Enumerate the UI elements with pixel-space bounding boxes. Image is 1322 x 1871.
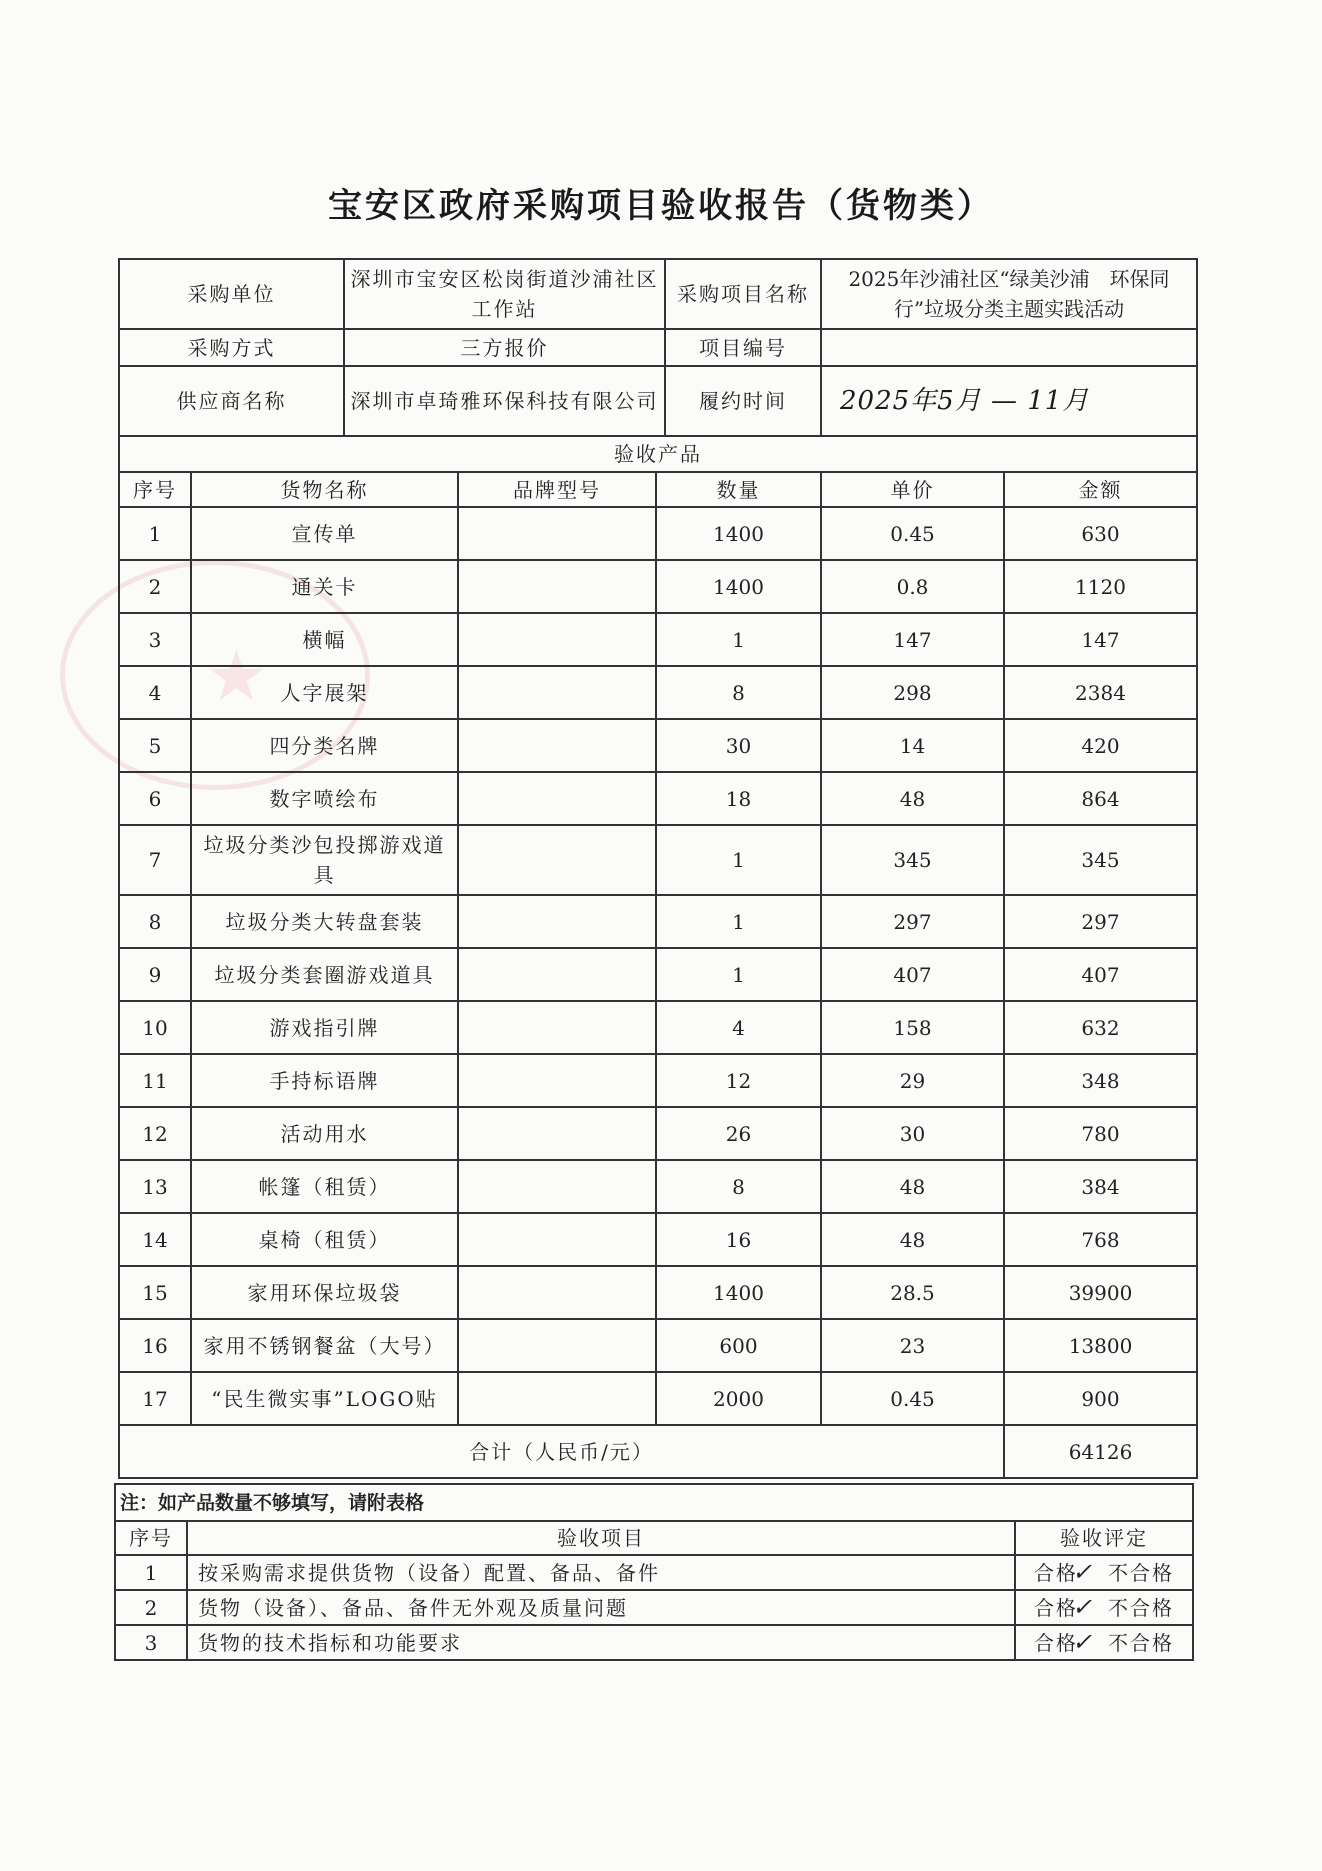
item-brand xyxy=(458,1266,656,1319)
item-amount: 384 xyxy=(1004,1160,1197,1213)
acceptance-item: 货物的技术指标和功能要求 xyxy=(187,1625,1015,1660)
table-row xyxy=(119,666,1197,719)
item-qty: 1 xyxy=(656,613,821,666)
item-name: 数字喷绘布 xyxy=(191,772,458,825)
item-brand xyxy=(458,1054,656,1107)
pass-option: 合格 xyxy=(1033,1631,1078,1655)
check-mark-icon: ✓ xyxy=(1071,1558,1095,1586)
item-brand xyxy=(458,1160,656,1213)
item-no: 10 xyxy=(119,1001,191,1054)
item-no: 11 xyxy=(119,1054,191,1107)
note-text: 注：如产品数量不够填写，请附表格 xyxy=(115,1484,1193,1521)
item-qty: 1400 xyxy=(656,1266,821,1319)
acceptance-item: 货物（设备）、备品、备件无外观及质量问题 xyxy=(187,1590,1015,1625)
item-qty: 16 xyxy=(656,1213,821,1266)
item-name: 活动用水 xyxy=(191,1107,458,1160)
table-row xyxy=(119,1001,1197,1054)
item-name: 垃圾分类套圈游戏道具 xyxy=(191,948,458,1001)
item-qty: 26 xyxy=(656,1107,821,1160)
item-brand xyxy=(458,1213,656,1266)
table-row xyxy=(119,560,1197,613)
item-amount: 2384 xyxy=(1004,666,1197,719)
item-brand xyxy=(458,895,656,948)
header-info-table xyxy=(118,258,1198,473)
table-row xyxy=(119,1372,1197,1425)
acceptance-column-no: 序号 xyxy=(115,1521,187,1555)
item-qty: 8 xyxy=(656,1160,821,1213)
pass-option: 合格 xyxy=(1033,1561,1078,1585)
item-brand xyxy=(458,1319,656,1372)
item-name: 垃圾分类沙包投掷游戏道具 xyxy=(191,825,458,895)
item-qty: 8 xyxy=(656,666,821,719)
item-brand xyxy=(458,613,656,666)
items-header-row xyxy=(119,472,1197,507)
pass-option: 合格 xyxy=(1033,1596,1078,1620)
item-no: 12 xyxy=(119,1107,191,1160)
acceptance-no: 3 xyxy=(115,1625,187,1660)
item-name: 家用环保垃圾袋 xyxy=(191,1266,458,1319)
item-name: 人字展架 xyxy=(191,666,458,719)
item-brand xyxy=(458,507,656,560)
item-name: 垃圾分类大转盘套装 xyxy=(191,895,458,948)
table-row xyxy=(119,1213,1197,1266)
table-row xyxy=(119,825,1197,895)
item-amount: 864 xyxy=(1004,772,1197,825)
item-price: 28.5 xyxy=(821,1266,1004,1319)
column-header-qty: 数量 xyxy=(656,472,821,507)
total-row xyxy=(119,1425,1197,1478)
item-amount: 420 xyxy=(1004,719,1197,772)
item-price: 29 xyxy=(821,1054,1004,1107)
acceptance-result xyxy=(1015,1625,1193,1660)
column-header-name: 货物名称 xyxy=(191,472,458,507)
item-no: 7 xyxy=(119,825,191,895)
supplier-value: 深圳市卓琦雅环保科技有限公司 xyxy=(344,366,665,436)
item-brand xyxy=(458,719,656,772)
item-no: 14 xyxy=(119,1213,191,1266)
item-no: 5 xyxy=(119,719,191,772)
project-name-label: 采购项目名称 xyxy=(665,259,821,329)
official-seal-stamp: ★ xyxy=(60,560,370,790)
item-qty: 4 xyxy=(656,1001,821,1054)
item-price: 48 xyxy=(821,772,1004,825)
item-name: 帐篷（租赁） xyxy=(191,1160,458,1213)
column-header-price: 单价 xyxy=(821,472,1004,507)
item-amount: 13800 xyxy=(1004,1319,1197,1372)
fail-option: 不合格 xyxy=(1108,1561,1175,1585)
items-section-label: 验收产品 xyxy=(119,436,1197,472)
table-row xyxy=(119,719,1197,772)
note-row xyxy=(115,1484,1193,1521)
item-no: 16 xyxy=(119,1319,191,1372)
item-no: 15 xyxy=(119,1266,191,1319)
table-row xyxy=(119,1107,1197,1160)
item-amount: 147 xyxy=(1004,613,1197,666)
acceptance-column-result: 验收评定 xyxy=(1015,1521,1193,1555)
item-name: 家用不锈钢餐盆（大号） xyxy=(191,1319,458,1372)
item-price: 147 xyxy=(821,613,1004,666)
item-name: 桌椅（租赁） xyxy=(191,1213,458,1266)
item-qty: 1 xyxy=(656,895,821,948)
item-price: 23 xyxy=(821,1319,1004,1372)
total-label: 合计（人民币/元） xyxy=(119,1425,1004,1478)
check-mark-icon: ✓ xyxy=(1071,1593,1095,1621)
item-no: 3 xyxy=(119,613,191,666)
item-name: 通关卡 xyxy=(191,560,458,613)
item-no: 17 xyxy=(119,1372,191,1425)
acceptance-row xyxy=(115,1555,1193,1590)
acceptance-no: 1 xyxy=(115,1555,187,1590)
item-name: 宣传单 xyxy=(191,507,458,560)
item-no: 13 xyxy=(119,1160,191,1213)
item-brand xyxy=(458,772,656,825)
table-row xyxy=(119,613,1197,666)
item-amount: 348 xyxy=(1004,1054,1197,1107)
item-price: 407 xyxy=(821,948,1004,1001)
acceptance-table xyxy=(114,1483,1194,1661)
item-amount: 768 xyxy=(1004,1213,1197,1266)
item-price: 48 xyxy=(821,1160,1004,1213)
item-brand xyxy=(458,1001,656,1054)
item-amount: 780 xyxy=(1004,1107,1197,1160)
item-qty: 600 xyxy=(656,1319,821,1372)
acceptance-header-row xyxy=(115,1521,1193,1555)
item-name: 游戏指引牌 xyxy=(191,1001,458,1054)
item-qty: 18 xyxy=(656,772,821,825)
acceptance-no: 2 xyxy=(115,1590,187,1625)
acceptance-row xyxy=(115,1625,1193,1660)
item-qty: 1 xyxy=(656,948,821,1001)
fail-option: 不合格 xyxy=(1108,1631,1175,1655)
table-row xyxy=(119,895,1197,948)
item-price: 0.8 xyxy=(821,560,1004,613)
unit-label: 采购单位 xyxy=(119,259,344,329)
item-no: 4 xyxy=(119,666,191,719)
period-label: 履约时间 xyxy=(665,366,821,436)
item-brand xyxy=(458,560,656,613)
column-header-no: 序号 xyxy=(119,472,191,507)
item-amount: 345 xyxy=(1004,825,1197,895)
table-row xyxy=(119,1266,1197,1319)
item-brand xyxy=(458,825,656,895)
item-price: 14 xyxy=(821,719,1004,772)
table-row xyxy=(119,772,1197,825)
item-name: 横幅 xyxy=(191,613,458,666)
item-amount: 630 xyxy=(1004,507,1197,560)
check-mark-icon: ✓ xyxy=(1071,1628,1095,1656)
item-no: 2 xyxy=(119,560,191,613)
table-row xyxy=(119,948,1197,1001)
item-brand xyxy=(458,1107,656,1160)
item-qty: 30 xyxy=(656,719,821,772)
item-amount: 39900 xyxy=(1004,1266,1197,1319)
item-price: 30 xyxy=(821,1107,1004,1160)
item-qty: 1400 xyxy=(656,507,821,560)
item-no: 6 xyxy=(119,772,191,825)
total-value: 64126 xyxy=(1004,1425,1197,1478)
item-qty: 1 xyxy=(656,825,821,895)
item-amount: 900 xyxy=(1004,1372,1197,1425)
item-price: 297 xyxy=(821,895,1004,948)
table-row xyxy=(119,1054,1197,1107)
item-name: “民生微实事”LOGO贴 xyxy=(191,1372,458,1425)
table-row xyxy=(119,1160,1197,1213)
acceptance-result xyxy=(1015,1555,1193,1590)
items-table xyxy=(118,471,1198,1479)
item-name: 手持标语牌 xyxy=(191,1054,458,1107)
item-brand xyxy=(458,948,656,1001)
item-qty: 1400 xyxy=(656,560,821,613)
item-brand xyxy=(458,666,656,719)
item-price: 158 xyxy=(821,1001,1004,1054)
acceptance-result xyxy=(1015,1590,1193,1625)
item-price: 0.45 xyxy=(821,1372,1004,1425)
item-qty: 12 xyxy=(656,1054,821,1107)
item-price: 345 xyxy=(821,825,1004,895)
acceptance-column-item: 验收项目 xyxy=(187,1521,1015,1555)
acceptance-item: 按采购需求提供货物（设备）配置、备品、备件 xyxy=(187,1555,1015,1590)
unit-value: 深圳市宝安区松岗街道沙浦社区工作站 xyxy=(344,259,665,329)
acceptance-row xyxy=(115,1590,1193,1625)
item-qty: 2000 xyxy=(656,1372,821,1425)
table-row xyxy=(119,507,1197,560)
method-label: 采购方式 xyxy=(119,329,344,366)
item-price: 298 xyxy=(821,666,1004,719)
project-no-value xyxy=(821,329,1197,366)
supplier-label: 供应商名称 xyxy=(119,366,344,436)
column-header-amount: 金额 xyxy=(1004,472,1197,507)
page-title: 宝安区政府采购项目验收报告（货物类） xyxy=(328,186,994,226)
item-no: 8 xyxy=(119,895,191,948)
item-name: 四分类名牌 xyxy=(191,719,458,772)
project-no-label: 项目编号 xyxy=(665,329,821,366)
item-no: 9 xyxy=(119,948,191,1001)
item-price: 48 xyxy=(821,1213,1004,1266)
item-amount: 632 xyxy=(1004,1001,1197,1054)
fail-option: 不合格 xyxy=(1108,1596,1175,1620)
item-amount: 407 xyxy=(1004,948,1197,1001)
item-no: 1 xyxy=(119,507,191,560)
item-amount: 297 xyxy=(1004,895,1197,948)
table-row xyxy=(119,1319,1197,1372)
item-price: 0.45 xyxy=(821,507,1004,560)
item-amount: 1120 xyxy=(1004,560,1197,613)
period-value-handwritten: 2025年5月 — 11月 xyxy=(821,366,1197,436)
item-brand xyxy=(458,1372,656,1425)
column-header-brand: 品牌型号 xyxy=(458,472,656,507)
project-name-value: 2025年沙浦社区“绿美沙浦 环保同行”垃圾分类主题实践活动 xyxy=(821,259,1197,329)
method-value: 三方报价 xyxy=(344,329,665,366)
